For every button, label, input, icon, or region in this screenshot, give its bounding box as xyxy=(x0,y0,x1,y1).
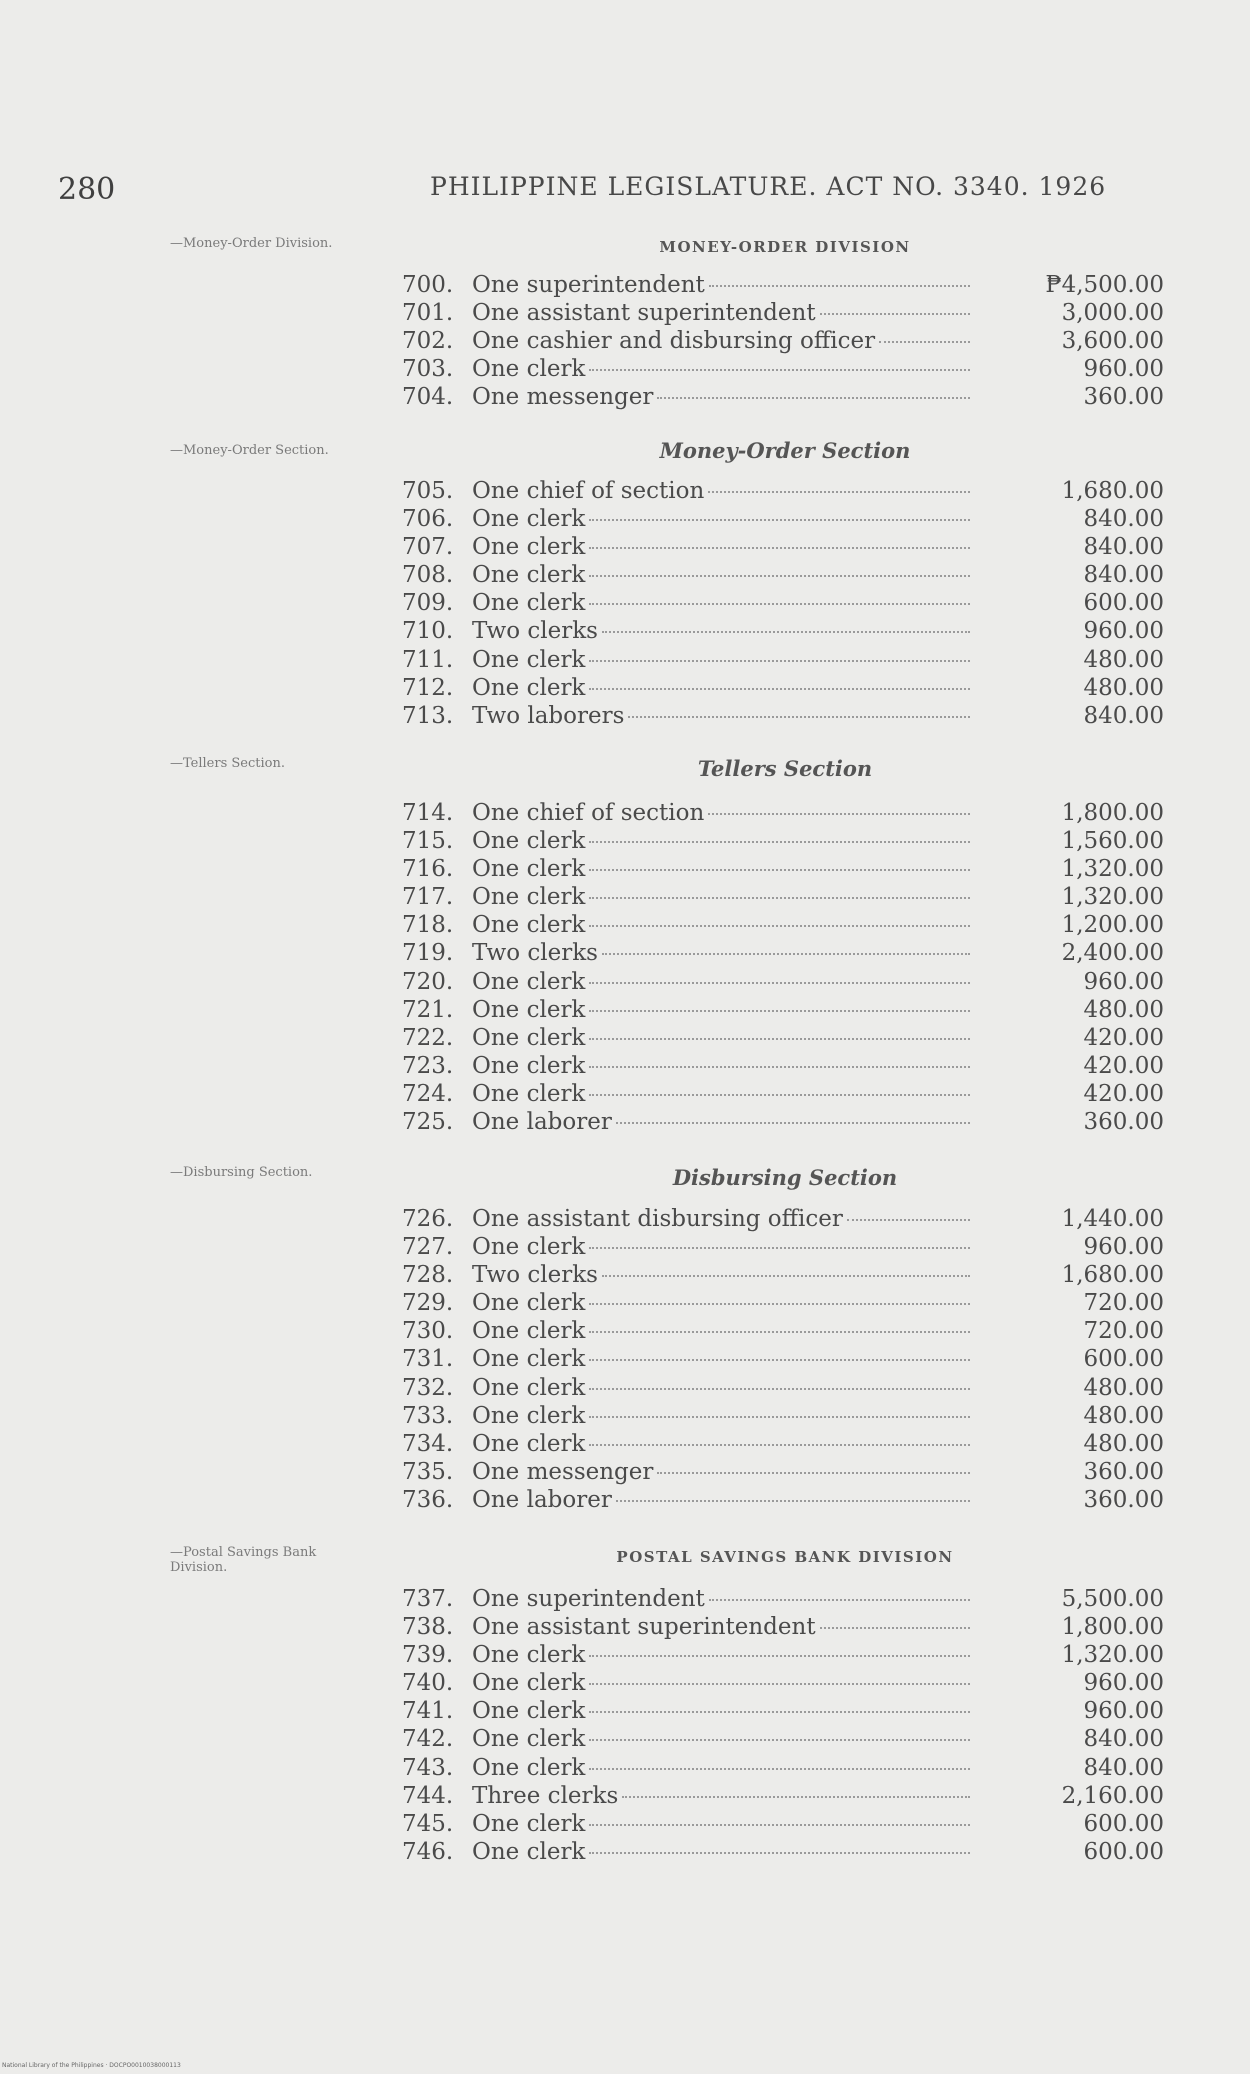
leader-dots xyxy=(820,1627,970,1629)
item-list xyxy=(402,272,1164,412)
item-number: 727. xyxy=(402,1234,454,1261)
item-number: 712. xyxy=(402,674,454,701)
item-description: One chief of section xyxy=(472,800,705,826)
leader-dots xyxy=(709,285,970,287)
item-description: One clerk xyxy=(472,1052,586,1079)
list-item xyxy=(402,969,1164,997)
item-number: 735. xyxy=(402,1458,454,1485)
item-description: One clerk xyxy=(472,562,586,589)
list-item xyxy=(402,562,1164,590)
item-number: 734. xyxy=(402,1430,454,1457)
list-item xyxy=(402,940,1164,968)
item-description: One clerk xyxy=(472,1642,586,1669)
list-item xyxy=(402,1318,1164,1346)
list-item xyxy=(402,1755,1164,1783)
item-number: 711. xyxy=(402,646,454,673)
item-number: 729. xyxy=(402,1290,454,1317)
leader-dots xyxy=(847,1219,970,1221)
item-description: One laborer xyxy=(472,1109,612,1136)
list-item xyxy=(402,534,1164,562)
item-description: Two clerks xyxy=(472,940,598,967)
list-item xyxy=(402,1206,1164,1234)
margin-note: —Money-Order Division. xyxy=(170,236,333,251)
list-item xyxy=(402,884,1164,912)
leader-dots xyxy=(657,397,970,399)
item-amount: 360.00 xyxy=(1083,1458,1164,1485)
leader-dots xyxy=(589,1683,970,1685)
leader-dots xyxy=(589,688,970,690)
list-item xyxy=(402,328,1164,356)
item-description: One superintendent xyxy=(472,272,705,298)
section-heading: Tellers Section xyxy=(697,756,873,781)
leader-dots xyxy=(622,1796,970,1798)
list-item xyxy=(402,1459,1164,1487)
item-description: One clerk xyxy=(472,1290,586,1317)
item-amount: 480.00 xyxy=(1083,1374,1164,1401)
leader-dots xyxy=(589,982,970,984)
item-description: One clerk xyxy=(472,912,586,939)
leader-dots xyxy=(820,313,970,315)
leader-dots xyxy=(879,341,970,343)
item-amount: 360.00 xyxy=(1083,1109,1164,1136)
leader-dots xyxy=(602,953,970,955)
leader-dots xyxy=(589,925,970,927)
item-description: One clerk xyxy=(472,1374,586,1401)
list-item xyxy=(402,675,1164,703)
list-item xyxy=(402,1783,1164,1811)
item-number: 740. xyxy=(402,1670,454,1697)
list-item xyxy=(402,1586,1164,1614)
item-number: 731. xyxy=(402,1346,454,1373)
item-description: Two clerks xyxy=(472,618,598,645)
list-item xyxy=(402,1431,1164,1459)
item-number: 715. xyxy=(402,828,454,855)
item-number: 714. xyxy=(402,800,454,826)
item-description: One superintendent xyxy=(472,1586,705,1612)
item-amount: 480.00 xyxy=(1083,996,1164,1023)
item-description: One clerk xyxy=(472,996,586,1023)
item-amount: 480.00 xyxy=(1083,646,1164,673)
margin-note: —Tellers Section. xyxy=(170,756,285,771)
leader-dots xyxy=(589,519,970,521)
item-amount: 1,200.00 xyxy=(1061,912,1164,939)
item-number: 736. xyxy=(402,1486,454,1513)
item-description: One laborer xyxy=(472,1486,612,1513)
list-item xyxy=(402,1614,1164,1642)
item-description: One clerk xyxy=(472,1346,586,1373)
item-amount: 2,400.00 xyxy=(1061,940,1164,967)
item-amount: 480.00 xyxy=(1083,674,1164,701)
item-description: One clerk xyxy=(472,1726,586,1753)
margin-note: —Disbursing Section. xyxy=(170,1165,313,1180)
item-number: 743. xyxy=(402,1754,454,1781)
item-description: One clerk xyxy=(472,968,586,995)
leader-dots xyxy=(657,1472,970,1474)
page-number: 280 xyxy=(58,172,116,207)
leader-dots xyxy=(589,1416,970,1418)
section-heading: MONEY-ORDER DIVISION xyxy=(659,238,911,256)
item-number: 726. xyxy=(402,1206,454,1232)
item-number: 706. xyxy=(402,506,454,533)
item-amount: 2,160.00 xyxy=(1061,1782,1164,1809)
item-description: One cashier and disbursing officer xyxy=(472,328,876,355)
item-description: One clerk xyxy=(472,828,586,855)
item-amount: 420.00 xyxy=(1083,1052,1164,1079)
item-number: 709. xyxy=(402,590,454,617)
list-item xyxy=(402,1698,1164,1726)
list-item xyxy=(402,272,1164,300)
item-amount: 1,680.00 xyxy=(1061,478,1164,504)
list-item xyxy=(402,828,1164,856)
item-number: 717. xyxy=(402,884,454,911)
leader-dots xyxy=(589,1303,970,1305)
item-description: One clerk xyxy=(472,674,586,701)
item-number: 745. xyxy=(402,1810,454,1837)
item-amount: 840.00 xyxy=(1083,702,1164,729)
item-amount: 5,500.00 xyxy=(1061,1586,1164,1612)
item-number: 737. xyxy=(402,1586,454,1612)
leader-dots xyxy=(589,1739,970,1741)
item-amount: 1,320.00 xyxy=(1061,1642,1164,1669)
item-number: 703. xyxy=(402,356,454,383)
item-amount: 600.00 xyxy=(1083,1838,1164,1865)
list-item xyxy=(402,1839,1164,1867)
item-amount: 600.00 xyxy=(1083,1810,1164,1837)
leader-dots xyxy=(589,547,970,549)
margin-note: —Postal Savings Bank Division. xyxy=(170,1545,317,1575)
item-description: One clerk xyxy=(472,356,586,383)
item-amount: 960.00 xyxy=(1083,1670,1164,1697)
list-item xyxy=(402,1290,1164,1318)
list-item xyxy=(402,703,1164,731)
list-item xyxy=(402,478,1164,506)
item-description: Three clerks xyxy=(472,1782,619,1809)
list-item xyxy=(402,1811,1164,1839)
list-item xyxy=(402,356,1164,384)
item-description: One clerk xyxy=(472,1024,586,1051)
leader-dots xyxy=(589,369,970,371)
section-heading: Money-Order Section xyxy=(659,438,911,463)
section-heading: Disbursing Section xyxy=(672,1165,898,1190)
item-number: 708. xyxy=(402,562,454,589)
item-description: One messenger xyxy=(472,1458,654,1485)
item-list xyxy=(402,1206,1164,1515)
leader-dots xyxy=(589,660,970,662)
list-item xyxy=(402,1262,1164,1290)
list-item xyxy=(402,856,1164,884)
item-description: One clerk xyxy=(472,1838,586,1865)
list-item xyxy=(402,384,1164,412)
item-number: 705. xyxy=(402,478,454,504)
item-number: 730. xyxy=(402,1318,454,1345)
leader-dots xyxy=(589,841,970,843)
item-amount: 600.00 xyxy=(1083,1346,1164,1373)
item-amount: 960.00 xyxy=(1083,1234,1164,1261)
item-number: 741. xyxy=(402,1698,454,1725)
leader-dots xyxy=(589,1711,970,1713)
item-description: One clerk xyxy=(472,1698,586,1725)
item-number: 728. xyxy=(402,1262,454,1289)
item-number: 700. xyxy=(402,272,454,298)
item-number: 702. xyxy=(402,328,454,355)
item-number: 744. xyxy=(402,1782,454,1809)
footer-credit: National Library of the Philippines · DOCPO0010038000113 xyxy=(2,2062,181,2069)
item-amount: 1,800.00 xyxy=(1061,1614,1164,1641)
list-item xyxy=(402,1403,1164,1431)
leader-dots xyxy=(589,1247,970,1249)
item-amount: 960.00 xyxy=(1083,968,1164,995)
item-description: One clerk xyxy=(472,1318,586,1345)
list-item xyxy=(402,1670,1164,1698)
item-number: 716. xyxy=(402,856,454,883)
leader-dots xyxy=(709,1599,970,1601)
item-amount: 840.00 xyxy=(1083,1726,1164,1753)
item-description: One clerk xyxy=(472,1234,586,1261)
item-amount: 1,800.00 xyxy=(1061,800,1164,826)
item-number: 701. xyxy=(402,300,454,327)
item-list xyxy=(402,1586,1164,1867)
item-description: One clerk xyxy=(472,506,586,533)
item-description: One clerk xyxy=(472,1670,586,1697)
list-item xyxy=(402,1375,1164,1403)
leader-dots xyxy=(589,1038,970,1040)
item-number: 723. xyxy=(402,1052,454,1079)
list-item xyxy=(402,1234,1164,1262)
leader-dots xyxy=(589,603,970,605)
item-number: 710. xyxy=(402,618,454,645)
item-description: One assistant superintendent xyxy=(472,300,816,327)
item-amount: 420.00 xyxy=(1083,1080,1164,1107)
item-amount: ₱4,500.00 xyxy=(1045,272,1164,298)
leader-dots xyxy=(602,631,970,633)
list-item xyxy=(402,912,1164,940)
leader-dots xyxy=(602,1275,970,1277)
list-item xyxy=(402,1109,1164,1137)
leader-dots xyxy=(589,1010,970,1012)
item-description: One clerk xyxy=(472,1430,586,1457)
item-list xyxy=(402,478,1164,731)
leader-dots xyxy=(589,1094,970,1096)
list-item xyxy=(402,300,1164,328)
leader-dots xyxy=(616,1122,970,1124)
item-amount: 960.00 xyxy=(1083,356,1164,383)
item-number: 725. xyxy=(402,1109,454,1136)
list-item xyxy=(402,590,1164,618)
leader-dots xyxy=(589,1655,970,1657)
leader-dots xyxy=(589,1444,970,1446)
list-item xyxy=(402,1487,1164,1515)
list-item xyxy=(402,997,1164,1025)
leader-dots xyxy=(589,897,970,899)
item-number: 738. xyxy=(402,1614,454,1641)
item-number: 722. xyxy=(402,1024,454,1051)
running-head: PHILIPPINE LEGISLATURE. ACT NO. 3340. 1926 xyxy=(430,172,1107,201)
item-number: 719. xyxy=(402,940,454,967)
item-amount: 840.00 xyxy=(1083,534,1164,561)
item-number: 704. xyxy=(402,384,454,411)
item-number: 733. xyxy=(402,1402,454,1429)
list-item xyxy=(402,647,1164,675)
list-item xyxy=(402,618,1164,646)
item-description: Two laborers xyxy=(472,702,625,729)
item-number: 746. xyxy=(402,1838,454,1865)
item-number: 742. xyxy=(402,1726,454,1753)
item-list xyxy=(402,800,1164,1137)
item-number: 707. xyxy=(402,534,454,561)
item-description: One clerk xyxy=(472,884,586,911)
item-description: One chief of section xyxy=(472,478,705,504)
item-description: One assistant disbursing officer xyxy=(472,1206,843,1232)
leader-dots xyxy=(589,1824,970,1826)
item-amount: 1,320.00 xyxy=(1061,884,1164,911)
leader-dots xyxy=(616,1500,970,1502)
item-description: One clerk xyxy=(472,1080,586,1107)
item-description: One clerk xyxy=(472,534,586,561)
item-description: One clerk xyxy=(472,1402,586,1429)
item-number: 720. xyxy=(402,968,454,995)
item-amount: 720.00 xyxy=(1083,1318,1164,1345)
item-amount: 960.00 xyxy=(1083,618,1164,645)
leader-dots xyxy=(628,716,970,718)
list-item xyxy=(402,1081,1164,1109)
section-heading: POSTAL SAVINGS BANK DIVISION xyxy=(616,1548,954,1566)
item-amount: 720.00 xyxy=(1083,1290,1164,1317)
item-amount: 1,320.00 xyxy=(1061,856,1164,883)
item-amount: 1,560.00 xyxy=(1061,828,1164,855)
item-description: One clerk xyxy=(472,590,586,617)
leader-dots xyxy=(589,1331,970,1333)
leader-dots xyxy=(708,813,970,815)
item-number: 739. xyxy=(402,1642,454,1669)
list-item xyxy=(402,1726,1164,1754)
item-number: 724. xyxy=(402,1080,454,1107)
leader-dots xyxy=(589,1388,970,1390)
item-amount: 360.00 xyxy=(1083,384,1164,411)
item-description: Two clerks xyxy=(472,1262,598,1289)
item-amount: 840.00 xyxy=(1083,562,1164,589)
item-amount: 480.00 xyxy=(1083,1402,1164,1429)
leader-dots xyxy=(589,1852,970,1854)
item-amount: 840.00 xyxy=(1083,506,1164,533)
item-description: One assistant superintendent xyxy=(472,1614,816,1641)
item-amount: 420.00 xyxy=(1083,1024,1164,1051)
item-description: One clerk xyxy=(472,646,586,673)
item-number: 713. xyxy=(402,702,454,729)
item-amount: 600.00 xyxy=(1083,590,1164,617)
leader-dots xyxy=(589,1066,970,1068)
list-item xyxy=(402,506,1164,534)
leader-dots xyxy=(589,1359,970,1361)
margin-note: —Money-Order Section. xyxy=(170,443,329,458)
item-number: 732. xyxy=(402,1374,454,1401)
item-amount: 1,680.00 xyxy=(1061,1262,1164,1289)
item-description: One clerk xyxy=(472,1810,586,1837)
leader-dots xyxy=(589,575,970,577)
item-description: One messenger xyxy=(472,384,654,411)
item-amount: 360.00 xyxy=(1083,1486,1164,1513)
item-number: 718. xyxy=(402,912,454,939)
item-amount: 3,000.00 xyxy=(1061,300,1164,327)
list-item xyxy=(402,1642,1164,1670)
list-item xyxy=(402,1025,1164,1053)
item-amount: 480.00 xyxy=(1083,1430,1164,1457)
list-item xyxy=(402,1053,1164,1081)
list-item xyxy=(402,800,1164,828)
leader-dots xyxy=(589,1768,970,1770)
item-amount: 1,440.00 xyxy=(1061,1206,1164,1232)
item-amount: 3,600.00 xyxy=(1061,328,1164,355)
list-item xyxy=(402,1346,1164,1374)
item-description: One clerk xyxy=(472,1754,586,1781)
item-number: 721. xyxy=(402,996,454,1023)
item-amount: 840.00 xyxy=(1083,1754,1164,1781)
item-description: One clerk xyxy=(472,856,586,883)
item-amount: 960.00 xyxy=(1083,1698,1164,1725)
leader-dots xyxy=(708,491,970,493)
leader-dots xyxy=(589,869,970,871)
